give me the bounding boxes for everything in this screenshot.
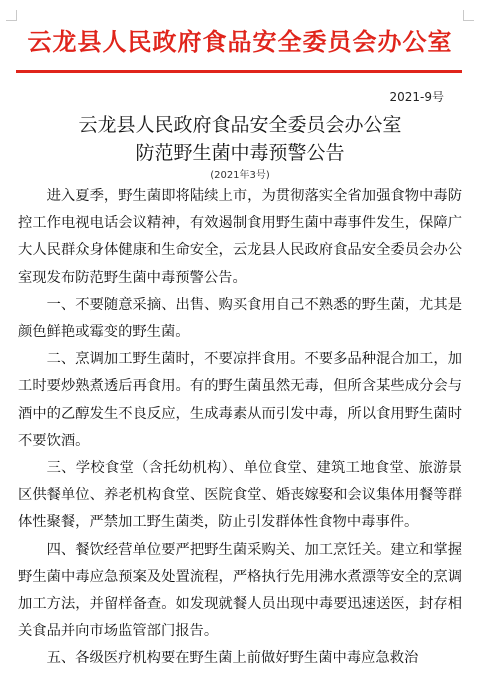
notice-title-line-2: 防范野生菌中毒预警公告 xyxy=(135,142,345,164)
notice-title-line-1: 云龙县人民政府食品安全委员会办公室 xyxy=(78,114,402,136)
paragraph-item-3: 三、学校食堂（含托幼机构）、单位食堂、建筑工地食堂、旅游景区供餐单位、养老机构食堂、医院食堂、婚丧嫁娶和会议集体用餐等群体性聚餐，严禁加工野生菌类，防止引发群体性食物中毒事件。 xyxy=(18,460,462,531)
issue-number: (2021年3号) xyxy=(210,170,270,181)
paragraph-item-2: 二、烹调加工野生菌时，不要凉拌食用。不要多品种混合加工，加工时要炒熟煮透后再食用。有的野生菌虽然无毒，但所含某些成分会与酒中的乙醇发生不良反应，生成毒素从而引发中毒，所以食用野生菌时不要饮酒。 xyxy=(18,351,462,449)
page-corner-mark-right xyxy=(463,10,474,21)
document-number: 2021-9号 xyxy=(389,90,444,104)
letterhead-red-rule xyxy=(16,70,462,73)
notice-body xyxy=(18,183,462,673)
page-corner-mark-left xyxy=(6,10,17,21)
letterhead-title: 云龙县人民政府食品安全委员会办公室 xyxy=(27,27,453,56)
paragraph-item-4: 四、餐饮经营单位要严把野生菌采购关、加工烹饪关。建立和掌握野生菌中毒应急预案及处置流程，严格执行先用沸水煮漂等安全的烹调加工方法，并留样备查。如发现就餐人员出现中毒要迅速送医，封存相关食品并向市场监管部门报告。 xyxy=(18,541,462,640)
paragraph-item-1: 一、不要随意采摘、出售、购买食用自己不熟悉的野生菌，尤其是颜色鲜艳或霉变的野生菌。 xyxy=(18,296,462,341)
paragraph-intro: 进入夏季，野生菌即将陆续上市，为贯彻落实全省加强食物中毒防控工作电视电话会议精神，有效遏制食用野生菌中毒事件发生，保障广大人民群众身体健康和生命安全，云龙县人民政府食品安全委员会办公室现发布防范野生菌中毒预警公告。 xyxy=(18,188,462,286)
paragraph-item-5: 五、各级医疗机构要在野生菌上前做好野生菌中毒应急救治 xyxy=(46,650,419,667)
